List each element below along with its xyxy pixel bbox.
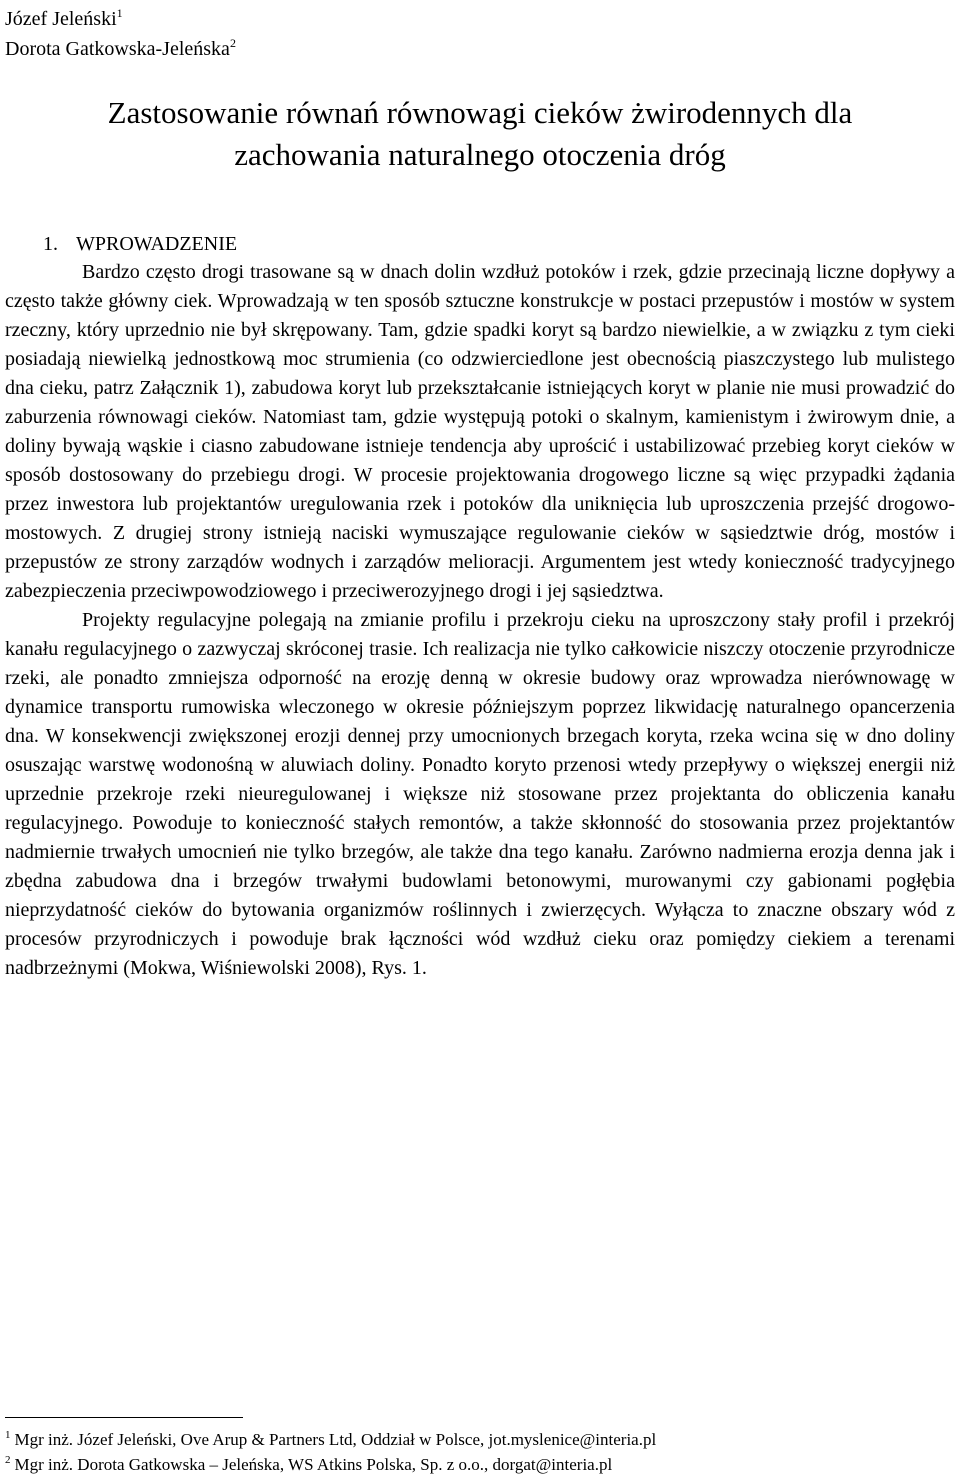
footnote-mark: 1 (116, 6, 123, 20)
author-2 (5, 34, 236, 64)
body-text (5, 258, 955, 983)
author-1 (5, 4, 236, 34)
paragraph: Projekty regulacyjne polegają na zmianie profilu i przekroju cieku na uproszczony stały profil i przekrój kanału regulacyjnego o zazwyczaj skróconej trasie. Ich realizacja nie tylko całkowicie niszczy otoczenie przyrodnicze rzeki, ale ponadto zmniejsza odporność na erozję denną w okresie budowy oraz wprowadza nierównowagę w dynamice transportu rumowiska wleczonego w okresie późniejszym poprzez likwidację naturalnego opancerzenia dna. W konsekwencji zwiększonej erozji dennej przy umocnionych brzegach koryta, rzeka wcina się w dno doliny osuszając warstwę wodonośną w aluwiach doliny. Ponadto koryto przenosi wtedy przepływy o większej energii niż uprzednie przekroje rzeki nieuregulowanej i większe niż stosowane przez projektanta do obliczenia kanału regulacyjnego. Powoduje to konieczność stałych remontów, a także skłonność do stosowania przez projektantów nadmiernie trwałych umocnień nie tylko brzegów, ale także dna tego kanału. Zarówno nadmierna erozja denna jak i zbędna zabudowa dna i brzegów trwałymi budowlami betonowymi, murowanymi czy gabionami pogłębia nieprzydatność cieków do bytowania organizmów roślinnych i zwierzęcych. Wyłącza to znaczne obszary wód z procesów przyrodniczych i powoduje brak łączności wód wzdłuż cieku oraz pomiędzy ciekiem a terenami nadbrzeżnymi (Mokwa, Wiśniewolski 2008), Rys. 1. (5, 609, 955, 979)
paper-title (0, 92, 960, 176)
section-title: WPROWADZENIE (76, 233, 238, 255)
footnote-mark: 1 (5, 1429, 11, 1441)
footnotes (5, 1427, 656, 1477)
title-line-1: Zastosowanie równań równowagi cieków żwirodennych dla (107, 95, 853, 130)
title-line-2: zachowania naturalnego otoczenia dróg (234, 137, 726, 172)
footnote-mark: 2 (229, 36, 236, 50)
author-name: Dorota Gatkowska-Jeleńska (5, 38, 230, 60)
section-number: 1. (43, 233, 58, 255)
section-heading (43, 230, 255, 259)
footnote-divider (5, 1417, 243, 1418)
footnote-text: Mgr inż. Józef Jeleński, Ove Arup & Partners Ltd, Oddział w Polsce, jot.myslenice@interia.pl (14, 1430, 657, 1449)
footnote-text: Mgr inż. Dorota Gatkowska – Jeleńska, WS Atkins Polska, Sp. z o.o., dorgat@interia.pl (14, 1455, 613, 1474)
paragraph: Bardzo często drogi trasowane są w dnach dolin wzdłuż potoków i rzek, gdzie przecinają liczne dopływy a często także główny ciek. Wprowadzają w ten sposób sztuczne konstrukcje w postaci przepustów i mostów w system rzeczny, który uprzednio nie był skrępowany. Tam, gdzie spadki koryt są bardzo niewielkie, a w związku z tym cieki posiadają niewielką jednostkową moc strumienia (co odzwierciedlone jest obecnością piaszczystego lub mulistego dna cieku, patrz Załącznik 1), zabudowa koryt lub przekształcanie istniejących koryt w planie nie musi prowadzić do zaburzenia równowagi cieków. Natomiast tam, gdzie występują potoki o skalnym, kamienistym i żwirowym dnie, a doliny bywają wąskie i ciasno zabudowane istnieje tendencja aby uprościć i ustabilizować przebieg koryt cieków w sposób dostosowany do przebiegu drogi. W procesie projektowania drogowego liczne są więc przypadki żądania przez inwestora lub projektantów uregulowania rzek i potoków dla uniknięcia lub uproszczenia przejść drogowo-mostowych. Z drugiej strony istnieją naciski wymuszające regulowanie cieków w sąsiedztwie dróg, mostów i przepustów ze strony zarządów wodnych i zarządów melioracji. Argumentem jest wtedy konieczność tradycyjnego zabezpieczenia przeciwpowodziowego i przeciwerozyjnego drogi i jej sąsiedztwa. (5, 261, 955, 602)
author-list (5, 4, 236, 64)
author-name: Józef Jeleński (5, 8, 117, 30)
footnote-1 (5, 1427, 656, 1452)
footnote-mark: 2 (5, 1454, 11, 1466)
footnote-2 (5, 1452, 656, 1477)
